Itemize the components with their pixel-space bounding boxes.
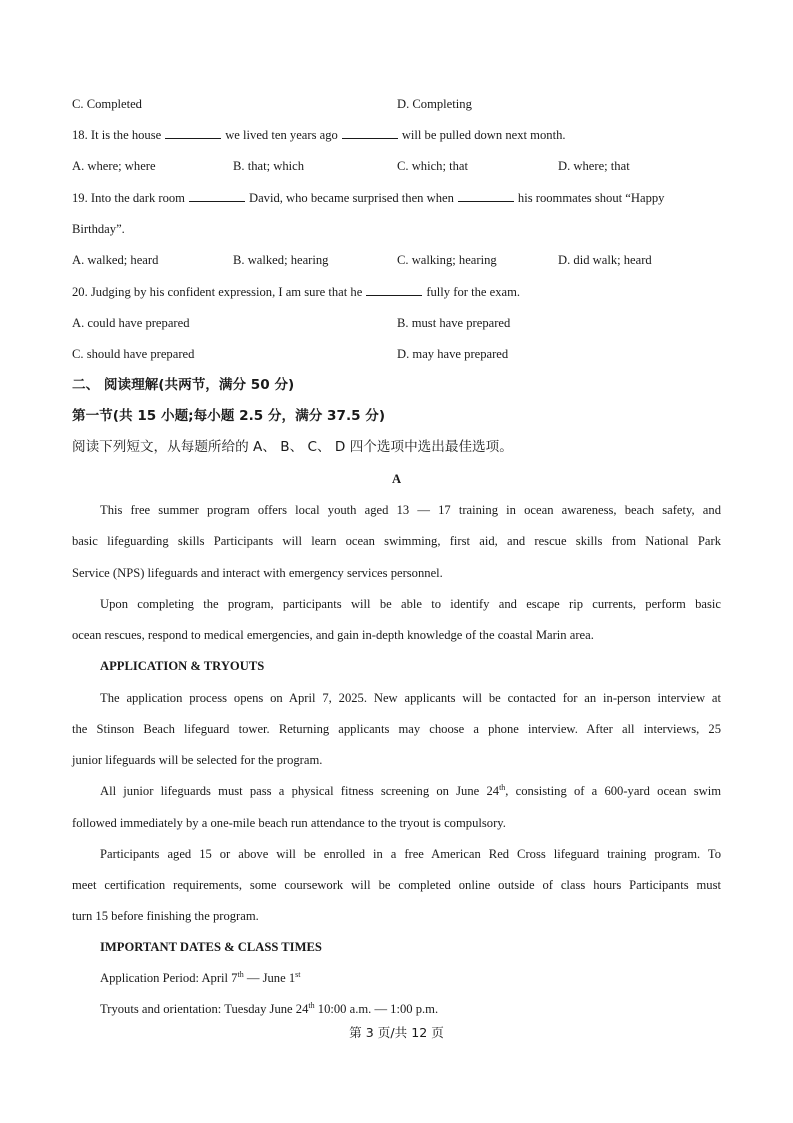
answer-blank [342,128,398,139]
superscript: st [295,970,301,979]
passage-label: A [391,472,402,486]
q18-text-1: 18. It is the house [72,128,162,142]
p4-text-b: , consisting of a 600-yard ocean swim [505,784,722,798]
q18-text-3: will be pulled down next month. [401,128,566,142]
answer-blank [458,191,514,202]
tryouts-time [100,1001,438,1017]
q18-option-c: C. which; that [397,159,469,173]
section-heading: 二、 阅读理解(共两节，满分 50 分) [72,377,295,393]
tryouts-text-b: 10:00 a.m. — 1:00 p.m. [314,1002,439,1016]
q18-option-d: D. where; that [558,159,630,173]
question-18 [72,127,566,143]
dates-heading: IMPORTANT DATES & CLASS TIMES [100,940,322,954]
paragraph-3-line-2: the Stinson Beach lifeguard tower. Returning applicants may choose a phone interview. After all interviews, 25 [72,722,721,736]
q19-text-2: David, who became surprised then when [248,191,454,205]
paragraph-5-line-1: Participants aged 15 or above will be enrolled in a free American Red Cross lifeguard training program. To [100,847,721,861]
q18-option-b: B. that; which [233,159,305,173]
tryouts-text-a: Tryouts and orientation: Tuesday June 24 [100,1002,309,1016]
question-20 [72,284,520,300]
dates-text-b: — June 1 [243,971,296,985]
q19-text-line2: Birthday”. [72,222,125,236]
dates-text-a: Application Period: April 7 [100,971,238,985]
section-instruction: 阅读下列短文，从每题所给的 A、 B、 C、 D 四个选项中选出最佳选项。 [72,439,513,455]
paragraph-2-line-1: Upon completing the program, participants will be able to identify and escape rip currents, perform basic [100,597,721,611]
superscript: th [308,1001,315,1010]
q19-option-a: A. walked; heard [72,253,159,267]
q18-text-2: we lived ten years ago [225,128,338,142]
paragraph-2-line-2: ocean rescues, respond to medical emergencies, and gain in-depth knowledge of the coastal Marin area. [72,628,594,642]
section-subheading: 第一节(共 15 小题;每小题 2.5 分，满分 37.5 分) [72,408,386,424]
answer-blank [189,191,245,202]
paragraph-4-line-1 [100,783,721,799]
paragraph-5-line-2: meet certification requirements, some coursework will be completed online outside of class hours Participants must [72,878,721,892]
q20-text-2: fully for the exam. [426,285,521,299]
application-heading: APPLICATION & TRYOUTS [100,659,265,673]
q17-option-c: C. Completed [72,97,142,111]
q19-option-d: D. did walk; heard [558,253,652,267]
application-period [100,970,300,986]
paragraph-1-line-2: basic lifeguarding skills Participants will learn ocean swimming, first aid, and rescue skills from National Park [72,534,721,548]
q19-option-b: B. walked; hearing [233,253,329,267]
answer-blank [366,285,422,296]
q19-text-1: 19. Into the dark room [72,191,185,205]
q17-option-d: D. Completing [397,97,472,111]
q19-option-c: C. walking; hearing [397,253,497,267]
superscript: th [237,970,244,979]
q20-option-a: A. could have prepared [72,316,190,330]
question-19 [72,190,664,206]
superscript: th [499,783,506,792]
q18-option-a: A. where; where [72,159,156,173]
paragraph-3-line-3: junior lifeguards will be selected for the program. [72,753,323,767]
paragraph-1-line-1: This free summer program offers local youth aged 13 — 17 training in ocean awareness, beach safety, and [100,503,721,517]
paragraph-5-line-3: turn 15 before finishing the program. [72,909,259,923]
q20-text-1: 20. Judging by his confident expression, I am sure that he [72,285,363,299]
answer-blank [165,128,221,139]
p4-text-a: All junior lifeguards must pass a physical fitness screening on June 24 [100,784,500,798]
q19-text-3: his roommates shout “Happy [517,191,665,205]
q20-option-d: D. may have prepared [397,347,509,361]
q20-option-c: C. should have prepared [72,347,195,361]
paragraph-3-line-1: The application process opens on April 7, 2025. New applicants will be contacted for an in-person interview at [100,691,721,705]
paragraph-4-line-2: followed immediately by a one-mile beach run attendance to the tryout is compulsory. [72,816,506,830]
paragraph-1-line-3: Service (NPS) lifeguards and interact with emergency services personnel. [72,566,443,580]
page-number: 第 3 页/共 12 页 [349,1025,444,1040]
q20-option-b: B. must have prepared [397,316,511,330]
